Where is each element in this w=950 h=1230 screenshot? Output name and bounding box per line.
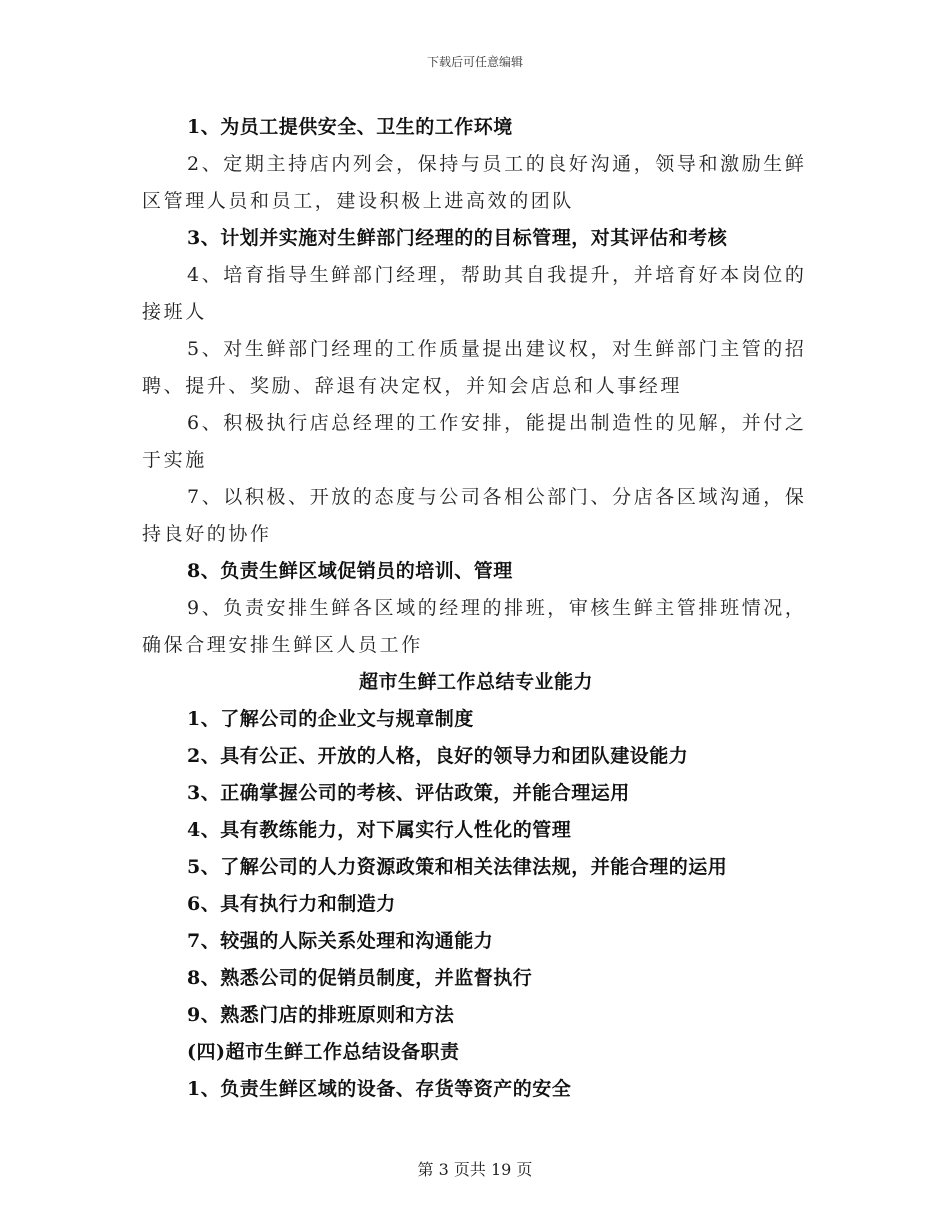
emphasized-line: 8、负责生鲜区域促销员的培训、管理	[187, 560, 513, 582]
text-line: 确保合理安排生鲜区人员工作	[142, 634, 423, 656]
text-line: 4、培育指导生鲜部门经理，帮助其自我提升，并培育好本岗位的	[187, 264, 807, 286]
page-number: 第 3 页共 19 页	[417, 1160, 533, 1179]
emphasized-line: 5、了解公司的人力资源政策和相关法律法规，并能合理的运用	[187, 856, 728, 878]
emphasized-line: 1、了解公司的企业文与规章制度	[187, 708, 474, 730]
text-line: 区管理人员和员工，建设积极上进高效的团队	[142, 190, 575, 212]
emphasized-line: 3、计划并实施对生鲜部门经理的的目标管理，对其评估和考核	[187, 227, 728, 249]
text-line: 2、定期主持店内列会，保持与员工的良好沟通，领导和激励生鲜	[187, 153, 807, 175]
text-line: 9、负责安排生鲜各区域的经理的排班，审核生鲜主管排班情况，	[187, 597, 807, 619]
emphasized-line: (四)超市生鲜工作总结设备职责	[187, 1041, 460, 1063]
text-line: 持良好的协作	[142, 523, 272, 545]
emphasized-line: 1、负责生鲜区域的设备、存货等资产的安全	[187, 1078, 572, 1100]
text-line: 5、对生鲜部门经理的工作质量提出建议权，对生鲜部门主管的招	[187, 338, 807, 360]
text-line: 接班人	[142, 301, 207, 323]
emphasized-line: 7、较强的人际关系处理和沟通能力	[187, 930, 494, 952]
emphasized-line: 1、为员工提供安全、卫生的工作环境	[187, 116, 513, 138]
text-line: 7、以积极、开放的态度与公司各相公部门、分店各区域沟通，保	[187, 486, 807, 508]
emphasized-line: 3、正确掌握公司的考核、评估政策，并能合理运用	[187, 782, 630, 804]
emphasized-line: 2、具有公正、开放的人格，良好的领导力和团队建设能力	[187, 745, 689, 767]
emphasized-line: 6、具有执行力和制造力	[187, 893, 396, 915]
text-line: 聘、提升、奖励、辞退有决定权，并知会店总和人事经理	[142, 375, 683, 397]
page-header: 下载后可任意编辑	[426, 55, 523, 69]
text-line: 于实施	[142, 449, 207, 471]
emphasized-line: 4、具有教练能力，对下属实行人性化的管理	[187, 819, 572, 841]
emphasized-line: 8、熟悉公司的促销员制度，并监督执行	[187, 967, 533, 989]
text-line: 6、积极执行店总经理的工作安排，能提出制造性的见解，并付之	[187, 412, 807, 434]
emphasized-line: 9、熟悉门店的排班原则和方法	[187, 1004, 455, 1026]
section-heading: 超市生鲜工作总结专业能力	[358, 671, 593, 693]
document-body	[142, 109, 810, 1108]
